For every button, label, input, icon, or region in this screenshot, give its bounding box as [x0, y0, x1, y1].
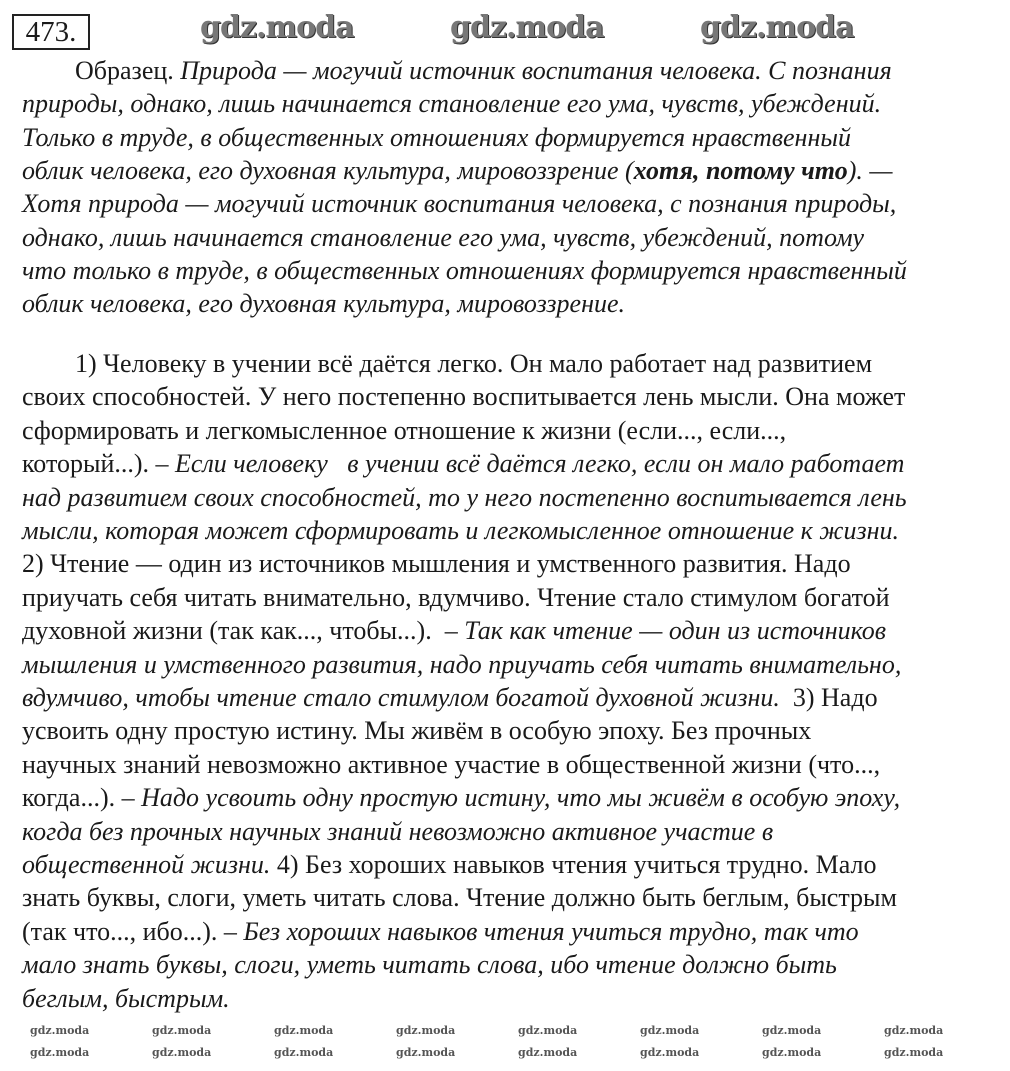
- watermark-logo: gdz.moda: [450, 10, 604, 45]
- sample-line: [22, 122, 851, 154]
- italic-text: мышления и умственного развития, надо приучать себя читать внимательно,: [22, 650, 902, 679]
- answers-line: [22, 749, 880, 781]
- watermark-logo: gdz.moda: [274, 1024, 334, 1037]
- watermark-logo: gdz.moda: [762, 1046, 822, 1059]
- italic-text: природы, однако, лишь начинается становление его ума, чувств, убеждений.: [22, 89, 882, 118]
- answers-line: [22, 983, 230, 1015]
- watermark-logo: gdz.moda: [640, 1024, 700, 1037]
- text: 4) Без хороших навыков чтения учиться трудно. Мало: [270, 850, 877, 879]
- italic-text: Если человеку в учении всё даётся легко, если он мало работает: [175, 449, 905, 478]
- watermark-logo: gdz.moda: [30, 1024, 90, 1037]
- sample-line: [22, 155, 892, 187]
- exercise-number: 473.: [12, 14, 90, 50]
- text: (так что..., ибо...). –: [22, 917, 244, 946]
- watermark-logo: gdz.moda: [518, 1024, 578, 1037]
- italic-text: мысли, которая может сформировать и легкомысленное отношение к жизни.: [22, 516, 900, 545]
- answers-line: [22, 882, 897, 914]
- italic-text: Так как чтение — один из источников: [464, 616, 887, 645]
- watermark-logo: gdz.moda: [640, 1046, 700, 1059]
- text: научных знаний невозможно активное участие в общественной жизни (что...,: [22, 750, 881, 779]
- sample-line: [22, 222, 864, 254]
- answers-line: [22, 849, 877, 881]
- italic-text: мало знать буквы, слоги, уметь читать слова, ибо чтение должно быть: [22, 950, 837, 979]
- answers-line: [22, 381, 905, 413]
- italic-text: ). —: [847, 156, 893, 185]
- sample-line: [22, 188, 896, 220]
- text: 1) Человеку в учении всё даётся легко. Он мало работает над развитием: [75, 349, 873, 378]
- text: знать буквы, слоги, уметь читать слова. Чтение должно быть беглым, быстрым: [22, 883, 897, 912]
- italic-text: облик человека, его духовная культура, мировоззрение.: [22, 289, 626, 318]
- answers-line: [22, 916, 859, 948]
- answers-line: [22, 615, 886, 647]
- watermark-logo: gdz.moda: [152, 1046, 212, 1059]
- italic-text: облик человека, его духовная культура, мировоззрение (: [22, 156, 634, 185]
- watermark-logo: gdz.moda: [762, 1024, 822, 1037]
- answers-line: [22, 548, 851, 580]
- bold-text: хотя, потому что: [633, 156, 848, 185]
- italic-text: общественной жизни.: [22, 850, 271, 879]
- sample-line: [22, 288, 625, 320]
- italic-text: беглым, быстрым.: [22, 984, 230, 1013]
- answers-line: [22, 649, 901, 681]
- answers-line: [22, 515, 899, 547]
- italic-text: Природа — могучий источник воспитания человека. С познания: [180, 56, 892, 85]
- text: усвоить одну простую истину. Мы живём в особую эпоху. Без прочных: [22, 716, 812, 745]
- answers-line: [75, 348, 872, 380]
- italic-text: Без хороших навыков чтения учиться трудно, так что: [243, 917, 859, 946]
- watermark-logo: gdz.moda: [396, 1024, 456, 1037]
- italic-text: однако, лишь начинается становление его ума, чувств, убеждений, потому: [22, 223, 865, 252]
- watermark-logo: gdz.moda: [152, 1024, 212, 1037]
- text: сформировать и легкомысленное отношение к жизни (если..., если...,: [22, 416, 787, 445]
- italic-text: Надо усвоить одну простую истину, что мы живём в особую эпоху,: [141, 783, 901, 812]
- watermark-logo: gdz.moda: [518, 1046, 578, 1059]
- text: приучать себя читать внимательно, вдумчиво. Чтение стало стимулом богатой: [22, 583, 890, 612]
- watermark-logo: gdz.moda: [396, 1046, 456, 1059]
- watermark-logo: gdz.moda: [30, 1046, 90, 1059]
- answers-line: [22, 715, 811, 747]
- sample-line: [22, 255, 907, 287]
- text: Образец.: [75, 56, 181, 85]
- watermark-logo: gdz.moda: [274, 1046, 334, 1059]
- italic-text: что только в труде, в общественных отношениях формируется нравственный: [22, 256, 907, 285]
- text: 3) Надо: [779, 683, 878, 712]
- watermark-logo: gdz.moda: [700, 10, 854, 45]
- answers-line: [22, 816, 773, 848]
- answers-line: [22, 582, 890, 614]
- watermark-logo: gdz.moda: [884, 1024, 944, 1037]
- answers-line: [22, 682, 878, 714]
- answers-line: [22, 482, 907, 514]
- italic-text: когда без прочных научных знаний невозможно активное участие в: [22, 817, 774, 846]
- watermark-logo: gdz.moda: [884, 1046, 944, 1059]
- watermark-logo: gdz.moda: [200, 10, 354, 45]
- sample-line: [22, 88, 881, 120]
- italic-text: над развитием своих способностей, то у него постепенно воспитывается лень: [22, 483, 907, 512]
- text: когда...). –: [22, 783, 142, 812]
- text: духовной жизни (так как..., чтобы...). –: [22, 616, 465, 645]
- answers-line: [22, 949, 837, 981]
- answers-line: [22, 782, 900, 814]
- text: 2) Чтение — один из источников мышления и умственного развития. Надо: [22, 549, 851, 578]
- answers-line: [22, 415, 786, 447]
- sample-line: [75, 55, 892, 87]
- italic-text: Хотя природа — могучий источник воспитания человека, с познания природы,: [22, 189, 897, 218]
- text: который...). –: [22, 449, 176, 478]
- italic-text: Только в труде, в общественных отношениях формируется нравственный: [22, 123, 851, 152]
- italic-text: вдумчиво, чтобы чтение стало стимулом богатой духовной жизни.: [22, 683, 780, 712]
- text: своих способностей. У него постепенно воспитывается лень мысли. Она может: [22, 382, 906, 411]
- answers-line: [22, 448, 904, 480]
